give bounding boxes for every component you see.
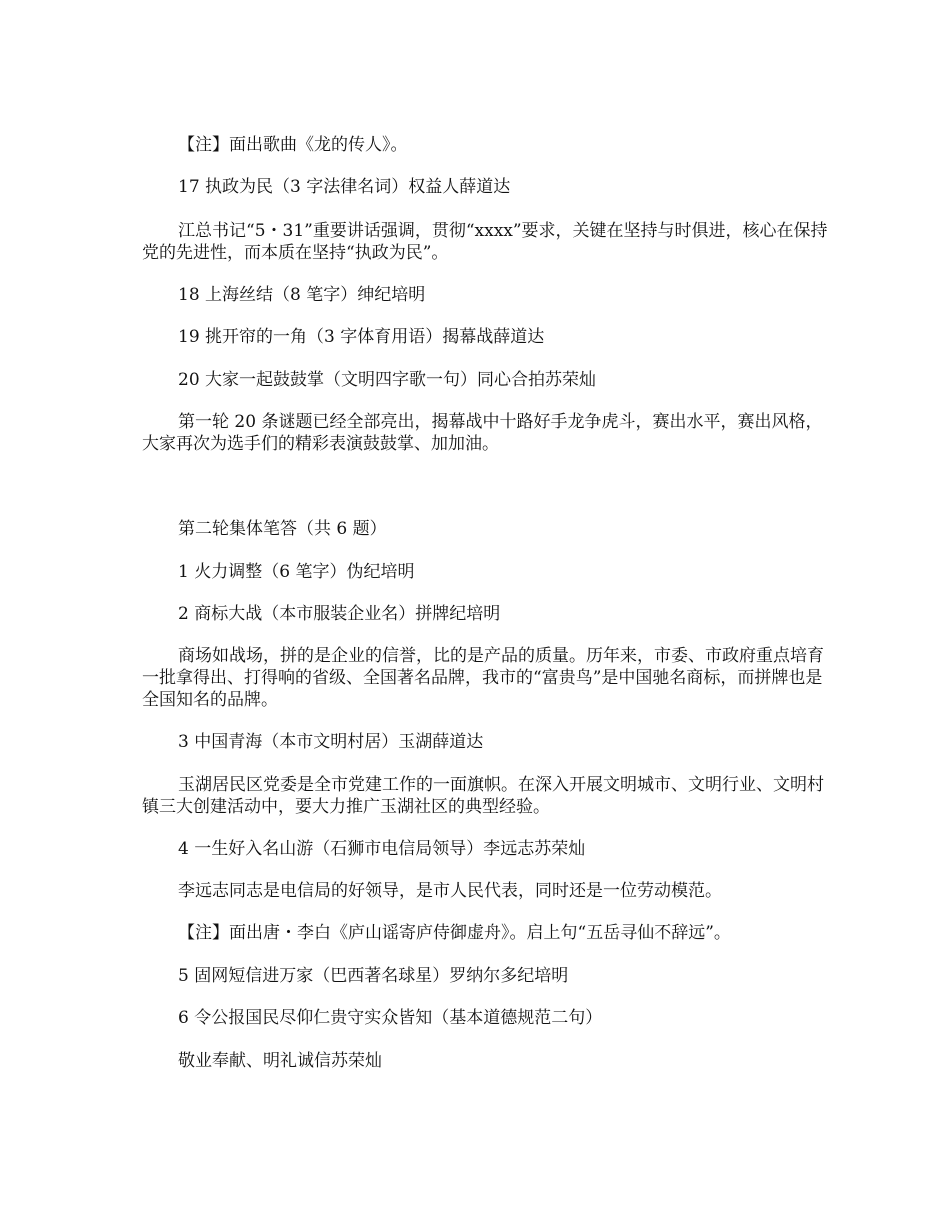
riddle-17: 17 执政为民（3 字法律名词）权益人薛道达 xyxy=(178,177,511,197)
riddle-round2-5: 5 固网短信进万家（巴西著名球星）罗纳尔多纪培明 xyxy=(178,966,569,986)
explanation-paragraph: 李远志同志是电信局的好领导，是市人民代表，同时还是一位劳动模范。 xyxy=(178,881,722,901)
explanation-paragraph: 商场如战场，拼的是企业的信誉，比的是产品的质量。历年来，市委、市政府重点培育一批拿得出、打得响的省级、全国著名品牌，我市的“富贵鸟”是中国驰名商标，而拼牌也是全国知名的品牌。 xyxy=(142,646,824,710)
riddle-round2-6: 6 令公报国民尽仰仁贵守实众皆知（基本道德规范二句） xyxy=(178,1008,603,1028)
riddle-20: 20 大家一起鼓鼓掌（文明四字歌一句）同心合拍苏荣灿 xyxy=(178,370,597,390)
riddle-round2-4: 4 一生好入名山游（石狮市电信局领导）李远志苏荣灿 xyxy=(178,839,586,859)
answer-paragraph: 敬业奉献、明礼诚信苏荣灿 xyxy=(178,1051,382,1071)
explanation-paragraph: 江总书记“5・31”重要讲话强调，贯彻“xxxx”要求，关键在坚持与时俱进，核心在保持党的先进性，而本质在坚持“执政为民”。 xyxy=(142,221,828,263)
riddle-round2-2: 2 商标大战（本市服装企业名）拼牌纪培明 xyxy=(178,604,501,624)
explanation-paragraph: 玉湖居民区党委是全市党建工作的一面旗帜。在深入开展文明城市、文明行业、文明村镇三大创建活动中，要大力推广玉湖社区的典型经验。 xyxy=(142,775,824,817)
round-one-summary: 第一轮 20 条谜题已经全部亮出，揭幕战中十路好手龙争虎斗，赛出水平，赛出风格，大家再次为选手们的精彩表演鼓鼓掌、加加油。 xyxy=(142,412,823,454)
round-two-heading: 第二轮集体笔答（共 6 题） xyxy=(178,519,387,539)
riddle-round2-3: 3 中国青海（本市文明村居）玉湖薛道达 xyxy=(178,732,484,752)
note-paragraph: 【注】面出歌曲《龙的传人》。 xyxy=(178,135,408,155)
note-paragraph: 【注】面出唐・李白《庐山谣寄庐侍御虚舟》。启上句“五岳寻仙不辞远”。 xyxy=(178,923,731,943)
riddle-18: 18 上海丝结（8 笔字）绅纪培明 xyxy=(178,285,426,305)
riddle-round2-1: 1 火力调整（6 笔字）伪纪培明 xyxy=(178,562,415,582)
riddle-19: 19 挑开帘的一角（3 字体育用语）揭幕战薛道达 xyxy=(178,327,545,347)
